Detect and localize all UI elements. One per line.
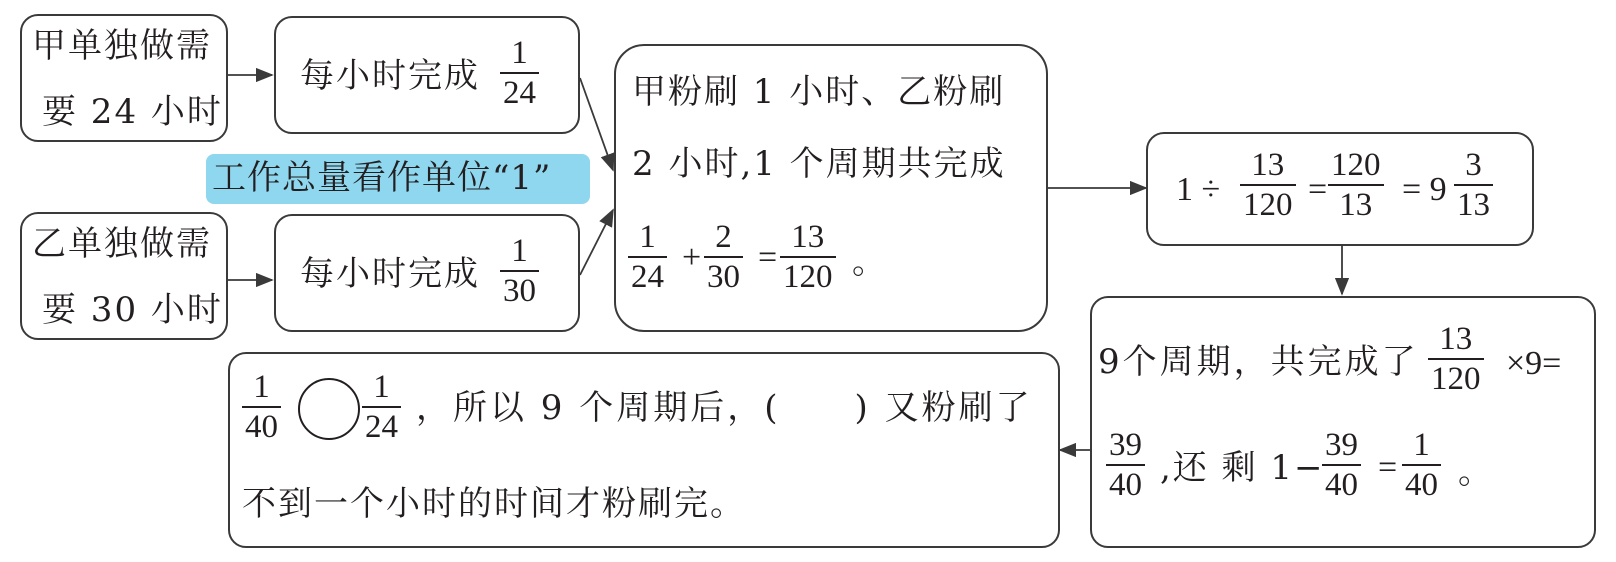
conclusion-text-1: ，所以 9 个周期后，( ) 又粉刷了 [416,388,1033,428]
division-fraction-3 [1454,146,1493,224]
conclusion-fraction-2 [362,368,401,446]
fraction-denominator: 120 [783,259,833,295]
periods-box [1090,296,1596,548]
rate-a-label: 每小时完成 [300,56,480,96]
periods-fraction-2 [1106,426,1145,504]
fraction-numerator: 1 [253,369,270,405]
conclusion-fraction-1 [242,368,281,446]
periods-fraction-3 [1322,426,1361,504]
division-equals: = [1308,171,1328,208]
fraction-numerator: 1 [1413,427,1430,463]
periods-equals: = [1378,449,1398,486]
periods-times: ×9= [1506,345,1562,382]
conclusion-box [228,352,1060,548]
fraction-numerator: 1 [373,369,390,405]
cycle-line2: 2 小时,1 个周期共完成 [632,144,1006,184]
cycle-box [614,44,1048,332]
fraction-numerator: 1 [639,219,656,255]
fraction-numerator: 1 [511,233,528,269]
division-fraction-2 [1328,146,1384,224]
rate-b-fraction [500,232,539,310]
unit-note-text: 工作总量看作单位“1” [212,158,552,198]
periods-text-1: 9个周期，共完成了 [1098,342,1419,382]
fraction-denominator: 13 [1457,187,1490,223]
periods-fraction-4 [1402,426,1441,504]
fraction-numerator: 13 [1439,321,1473,357]
worker-b-line1: 乙单独做需 [32,224,212,264]
fraction-denominator: 120 [1431,361,1481,397]
fraction-numerator: 1 [511,35,528,71]
fraction-denominator: 40 [245,409,278,445]
conclusion-text-2: 不到一个小时的时间才粉刷完。 [242,484,746,524]
division-box [1146,132,1534,246]
worker-a-box [20,14,228,142]
worker-b-box [20,212,228,340]
fraction-numerator: 3 [1465,147,1482,183]
worker-b-line2: 要 30 小时 [42,290,223,330]
fraction-numerator: 39 [1109,427,1142,463]
worker-a-line1: 甲单独做需 [32,26,212,66]
cycle-period-mark: 。 [852,242,888,282]
rate-a-fraction [500,34,539,112]
cycle-line1: 甲粉刷 1 小时、乙粉刷 [632,72,1006,112]
arrow-rate-b-to-cycle [580,210,613,275]
cycle-fraction-3 [780,218,836,296]
fraction-numerator: 39 [1325,427,1358,463]
cycle-plus: + [682,239,702,276]
periods-text-2: ,还 剩 1− [1160,448,1325,488]
fraction-numerator: 13 [1251,147,1285,183]
periods-fraction-1 [1428,320,1484,398]
rate-a-box [274,16,580,134]
rate-b-label: 每小时完成 [300,254,480,294]
fraction-denominator: 30 [503,273,536,309]
rate-b-box [274,214,580,332]
cycle-fraction-2 [704,218,743,296]
fraction-numerator: 13 [791,219,825,255]
fraction-denominator: 24 [503,75,536,111]
cycle-fraction-1 [628,218,667,296]
fraction-denominator: 40 [1405,467,1438,503]
fraction-denominator: 13 [1339,187,1373,223]
fraction-denominator: 30 [707,259,740,295]
division-lead: 1 ÷ [1176,171,1221,208]
periods-period-mark: 。 [1458,452,1494,492]
fraction-denominator: 40 [1325,467,1358,503]
fraction-denominator: 40 [1109,467,1142,503]
fraction-denominator: 24 [631,259,664,295]
fraction-denominator: 120 [1243,187,1293,223]
division-fraction-1 [1240,146,1296,224]
comparison-circle-blank[interactable] [298,378,360,440]
fraction-numerator: 2 [715,219,732,255]
fraction-denominator: 24 [365,409,398,445]
fraction-numerator: 120 [1331,147,1381,183]
cycle-equals: = [758,239,778,276]
unit-note-highlight [206,154,590,204]
division-whole: = 9 [1402,171,1447,208]
worker-a-line2: 要 24 小时 [42,92,223,132]
